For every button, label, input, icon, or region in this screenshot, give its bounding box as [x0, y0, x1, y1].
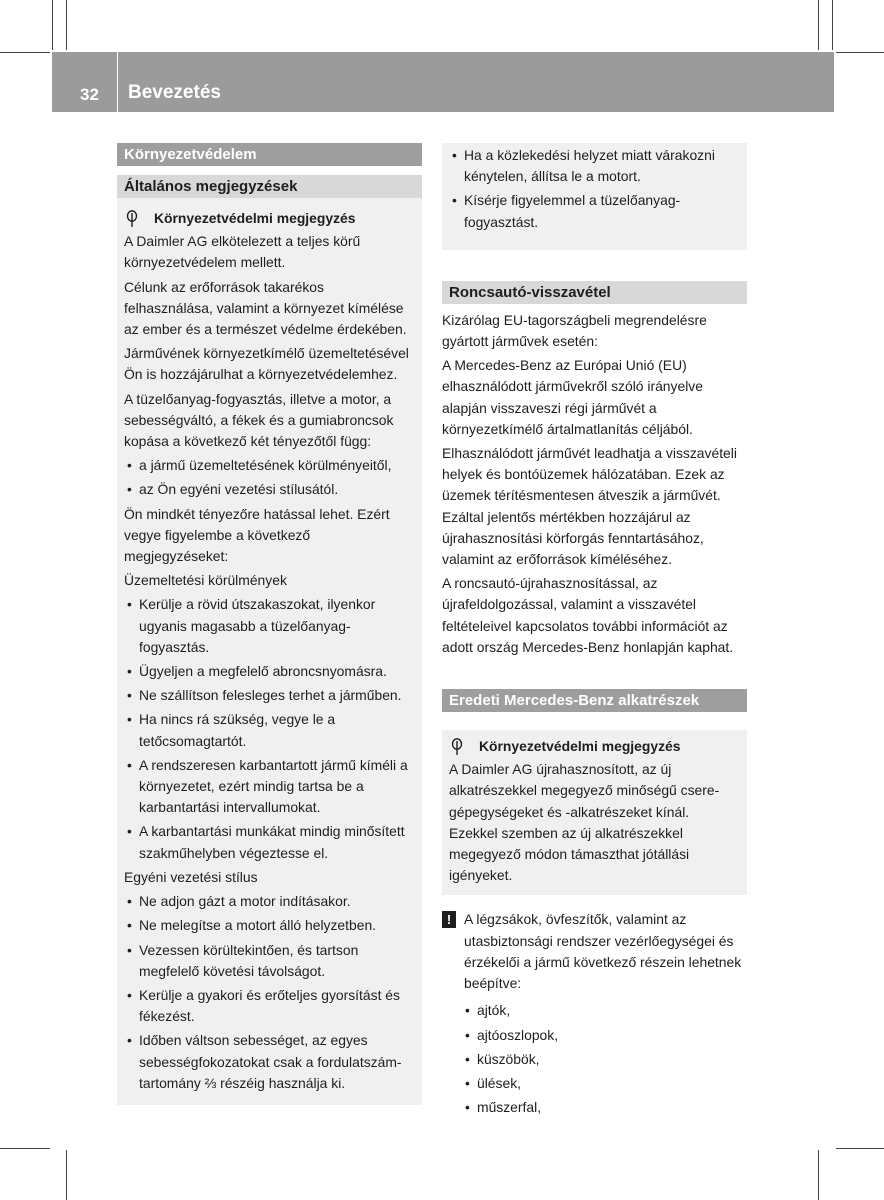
paragraph: A roncsautó-újrahasznosítással, az újrafeldolgozással, valamint a visszavétel feltételeivel kapcsolatos további információt az adott ország Mercedes-Benz honlapján kaphat.: [442, 575, 734, 655]
continued-list: [449, 145, 740, 233]
list-item: • műszerfal,: [462, 1097, 747, 1118]
section-title-recycling: Roncsautó-visszavétel: [442, 281, 747, 304]
list-item: • ajtóoszlopok,: [462, 1025, 747, 1046]
style-label: Egyéni vezetési stílus: [124, 868, 258, 885]
recycling-body: [442, 304, 747, 658]
warning-text: A légzsákok, övfeszítők, valamint az utasbiztonsági rendszer vezérlőegységei és érzékelői a jármű következő részein lehetnek beépítve:: [464, 911, 742, 992]
crop-mark: [836, 1148, 884, 1149]
crop-mark: [0, 1148, 50, 1149]
section-title-genuine-parts: Eredeti Mercedes-Benz alkatrészek: [442, 689, 747, 712]
list-item: • küszöbök,: [462, 1049, 747, 1070]
crop-mark: [832, 0, 833, 50]
paragraph: Kizárólag EU-tagországbeli megrendelésre gyártott járművek esetén:: [442, 311, 707, 350]
crop-mark: [818, 0, 819, 50]
paragraph: A Daimler AG újrahasznosított, az új alkatrészekkel megegyező minőségű csere-gépegységeket és -alkatrészeket kínál. Ezekkel szemben az új alkatrészekkel megegyező módon támaszthat jótállási igényeket.: [449, 761, 720, 884]
environment-box: [117, 198, 422, 1105]
conditions-list: [124, 594, 415, 863]
warning-block: [442, 909, 747, 1118]
note-title: Környezetvédelmi megjegyzés: [479, 738, 681, 755]
paragraph: Ön mindkét tényezőre hatással lehet. Ezért vegye figyelembe a következő megjegyzéseket:: [124, 505, 390, 565]
right-column: [442, 143, 747, 1121]
crop-mark: [818, 1150, 819, 1200]
crop-mark: [0, 52, 50, 53]
list-item: • ajtók,: [462, 1000, 747, 1021]
header-divider: [117, 52, 118, 112]
note-heading: [124, 208, 415, 229]
note-heading: [449, 736, 740, 757]
warning-icon: !: [442, 911, 456, 928]
subsection-title-general: Általános megjegyzések: [117, 175, 422, 198]
list-item: • A rendszeresen karbantartott jármű kíméli a környezetet, ezért mindig tartsa be a karbantartási intervallumokat.: [124, 755, 415, 819]
crop-mark: [66, 0, 67, 50]
page-title: Bevezetés: [128, 82, 221, 103]
section-title-environment: Környezetvédelem: [117, 143, 422, 166]
list-item: • Kísérje figyelemmel a tüzelőanyag-fogyasztást.: [449, 190, 740, 232]
list-item: • Ne melegítse a motort álló helyzetben.: [124, 915, 415, 936]
left-column: [117, 143, 422, 1105]
list-item: • az Ön egyéni vezetési stílusától.: [124, 479, 415, 500]
list-item: • Ne adjon gázt a motor indításakor.: [124, 891, 415, 912]
list-item: • Kerülje a rövid útszakaszokat, ilyenkor ugyanis magasabb a tüzelőanyag-fogyasztás.: [124, 594, 415, 658]
paragraph: Járművének környezetkímélő üzemeltetésével Ön is hozzájárulhat a környezetvédelemhez.: [124, 345, 409, 383]
list-item: • Vezessen körültekintően, és tartson megfelelő követési távolságot.: [124, 940, 415, 982]
list-item: • Ne szállítson felesleges terhet a járműben.: [124, 685, 415, 706]
paragraph: Elhasználódott járművét leadhatja a visszavételi helyek és bontóüzemek hálózatában. Ezek az üzemek térítésmentesen átveszik a járművét. Ezáltal jelentős mértékben hozzájárul az újrahasznosítási körforgás fenntartásához, valamint az erőforrások kíméléséhez.: [442, 445, 737, 568]
crop-mark: [52, 0, 53, 50]
leaf-icon: [449, 738, 465, 756]
leaf-icon: [124, 210, 140, 228]
conditions-label: Üzemeltetési körülmények: [124, 572, 287, 589]
list-item: • Ügyeljen a megfelelő abroncsnyomásra.: [124, 661, 415, 682]
paragraph: A tüzelőanyag-fogyasztás, illetve a motor, a sebességváltó, a fékek és a gumiabroncsok kopása a következő két tényezőtől függ:: [124, 390, 394, 450]
warning-list: [462, 1000, 747, 1118]
style-list: [124, 891, 415, 1094]
list-item: • Kerülje a gyakori és erőteljes gyorsítást és fékezést.: [124, 985, 415, 1027]
list-item: • a jármű üzemeltetésének körülményeitől,: [124, 455, 415, 476]
parts-note-box: [442, 730, 747, 895]
list-item: • Időben váltson sebességet, az egyes sebességfokozatokat csak a fordulatszám-tartomány ⅔ részéig használja ki.: [124, 1030, 415, 1094]
note-title: Környezetvédelmi megjegyzés: [154, 210, 356, 226]
crop-mark: [66, 1150, 67, 1200]
paragraph: A Daimler AG elkötelezett a teljes körű környezetvédelem mellett.: [124, 233, 361, 271]
list-item: • Ha nincs rá szükség, vegye le a tetőcsomagtartót.: [124, 709, 415, 751]
page-number: 32: [80, 85, 99, 104]
factors-list: [124, 455, 415, 500]
paragraph: Célunk az erőforrások takarékos felhasználása, valamint a környezet kímélése az ember és a természet védelme érdekében.: [124, 278, 407, 338]
list-item: • ülések,: [462, 1073, 747, 1094]
crop-mark: [836, 52, 884, 53]
list-item: • Ha a közlekedési helyzet miatt várakozni kénytelen, állítsa le a motort.: [449, 145, 740, 187]
continued-box: [442, 143, 747, 250]
paragraph: A Mercedes-Benz az Európai Unió (EU) elhasználódott járművekről szóló irányelve alapján visszaveszi régi járművét a környezetkímélő ártalmatlanítás céljából.: [442, 357, 703, 437]
list-item: • A karbantartási munkákat mindig minősített szakműhelyben végeztesse el.: [124, 821, 415, 863]
